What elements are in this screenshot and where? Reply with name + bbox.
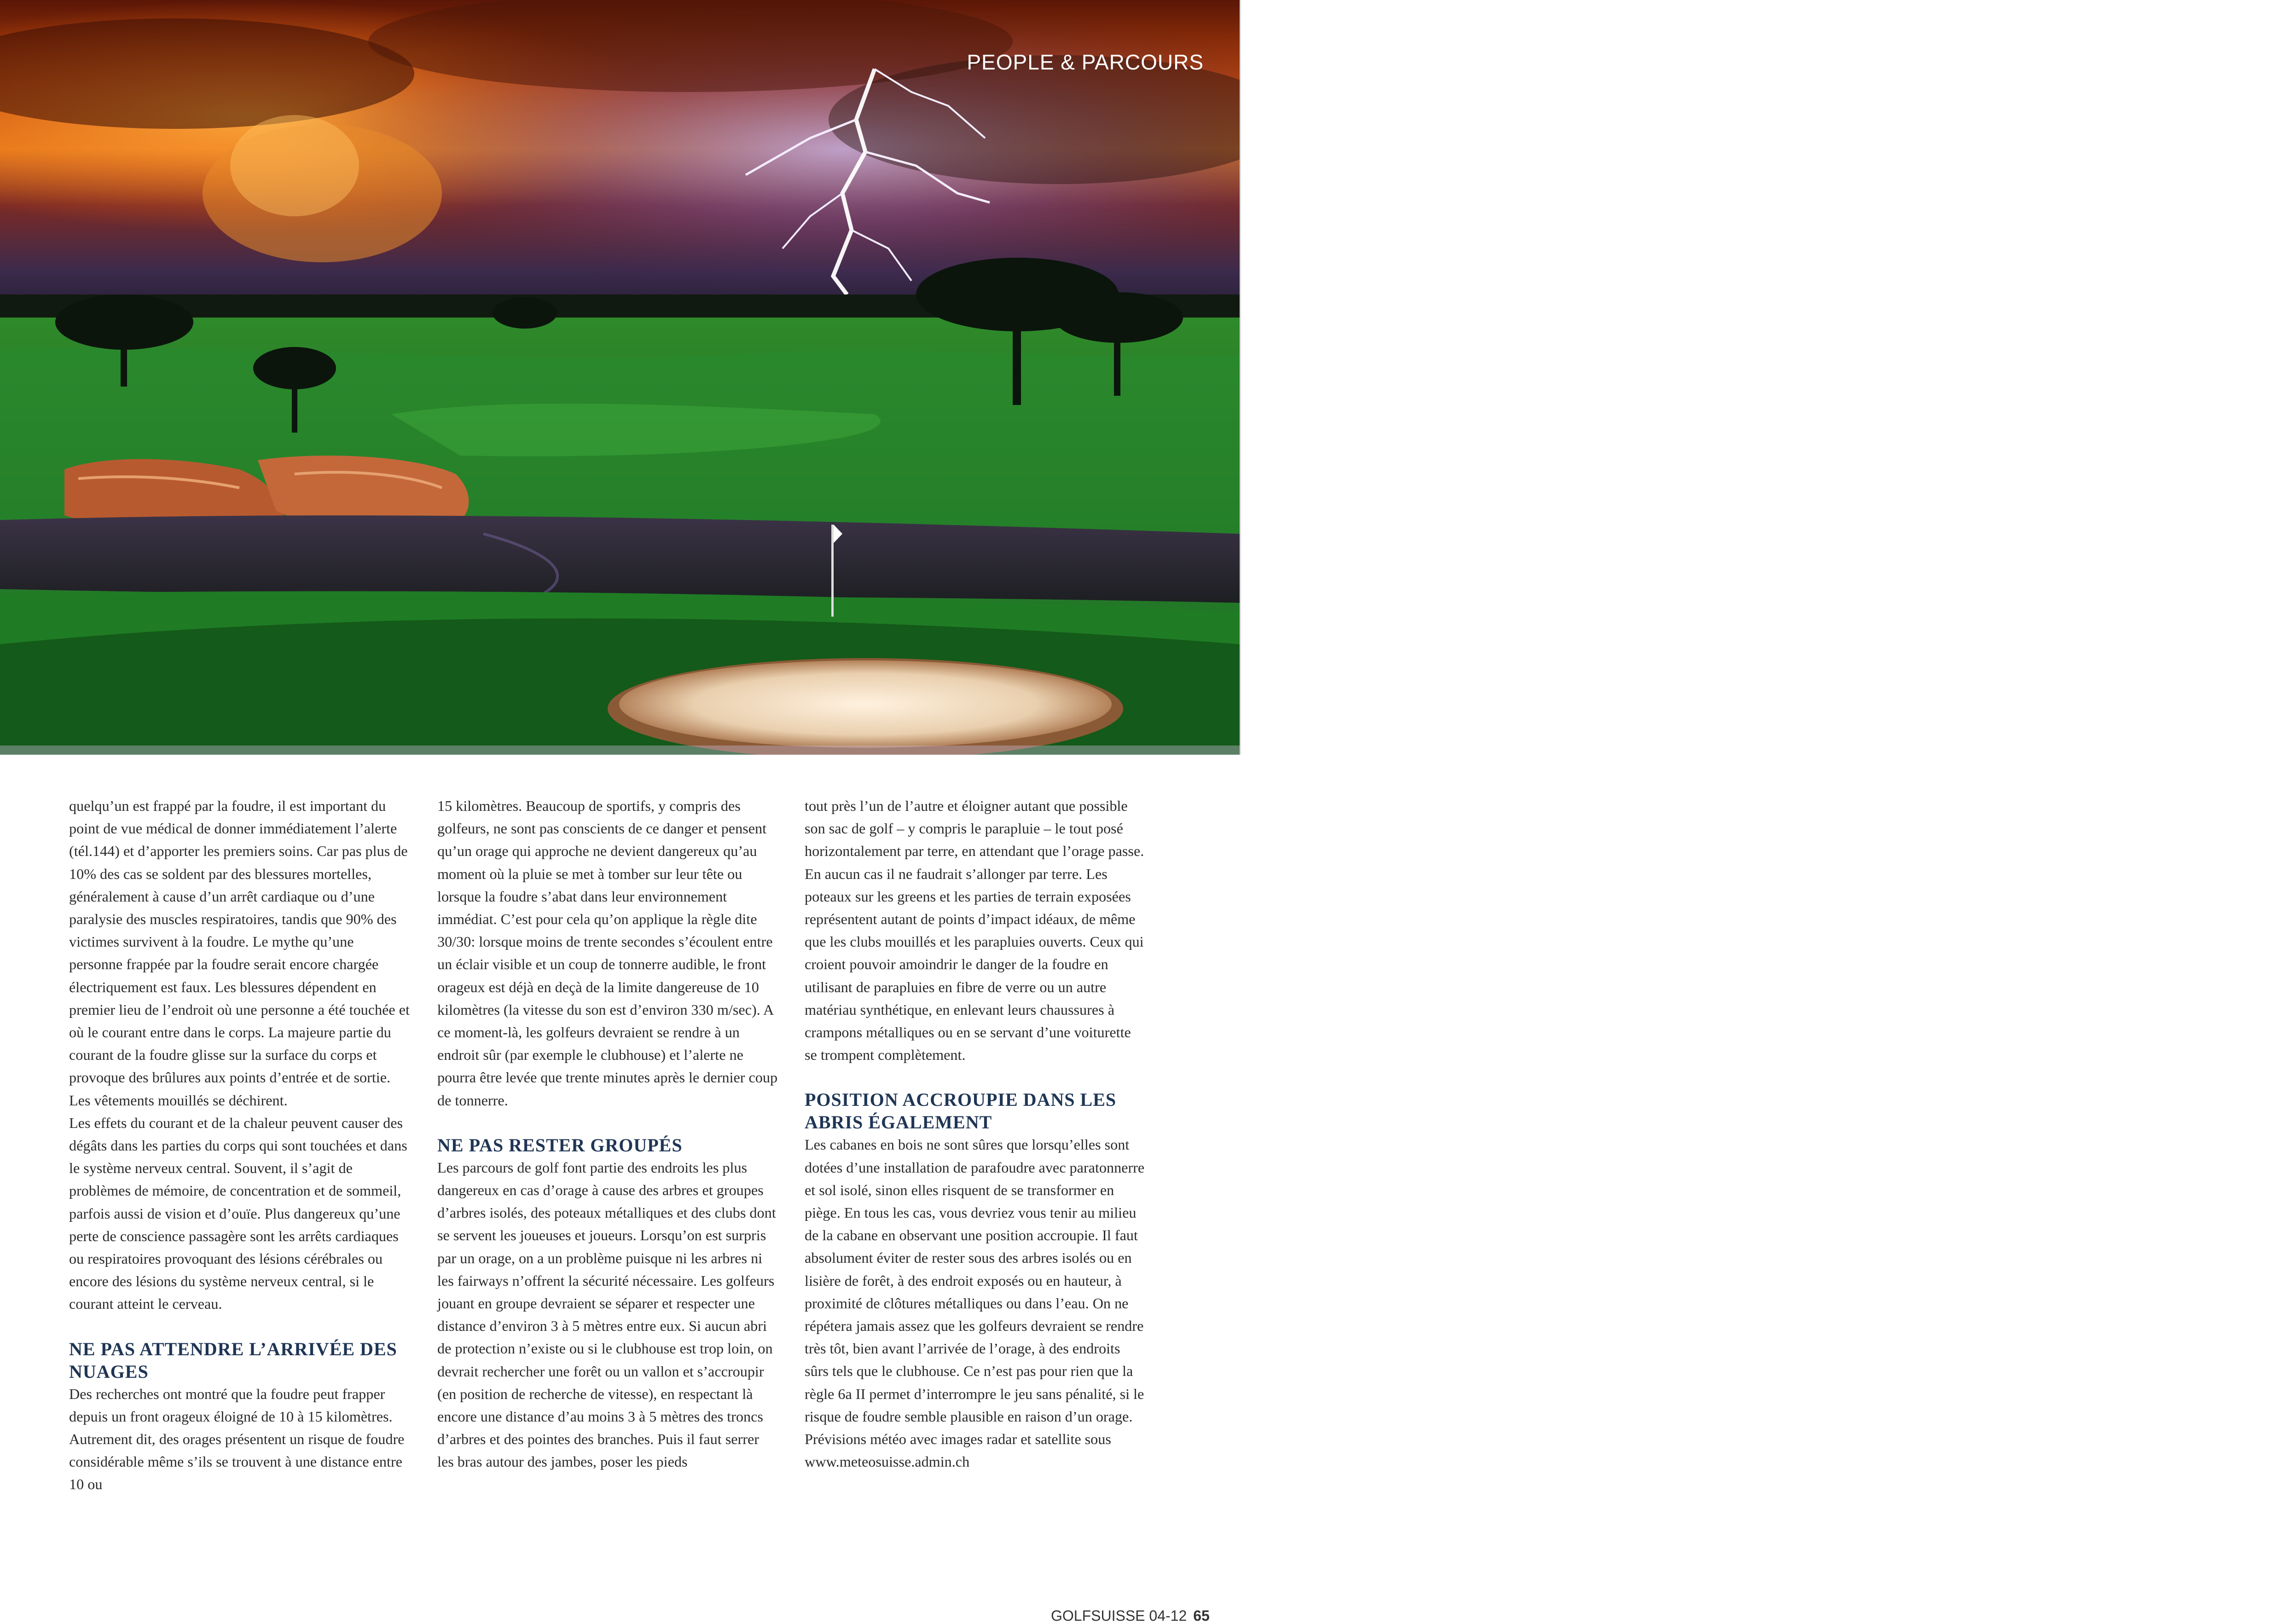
section-heading: NE PAS ATTENDRE L’ARRIVÉE DES NUAGES (69, 1338, 397, 1382)
publication-name: GOLFSUISSE 04-12 (1051, 1607, 1187, 1624)
body-paragraph: quelqu’un est frappé par la foudre, il est important du point de vue médical de donner immédiatement l’alerte (tél.144) et d’apporter les premiers soins. Car pas plus de 10% des cas se soldent par des blessures mortelles, généralement à cause d’un arrêt cardiaque ou d’une paralysie des muscles respiratoires, tandis que 90% des victimes survivent à la foudre. Le mythe qu’une personne frappée par la foudre serait encore chargée électriquement est faux. Les blessures dépendent en premier lieu de l’endroit où une personne a été touchée et où le courant entre dans le corps. La majeure partie du courant de la foudre glisse sur la surface du corps et provoque des brûlures aux points d’entrée et de sortie. Les vêtements mouillés se déchirent. (69, 798, 410, 1109)
section-label: PEOPLE & PARCOURS (967, 50, 1204, 74)
text-column-3 (805, 795, 1145, 1473)
page-number: 65 (1193, 1607, 1210, 1624)
body-paragraph: 15 kilomètres. Beaucoup de sportifs, y compris des golfeurs, ne sont pas conscients de ce danger et pensent qu’un orage qui approche ne devient dangereux qu’au moment où la pluie se met à tomber sur leur tête ou lorsque la foudre s’abat dans leur environnement immédiat. C’est pour cela qu’on applique la règle dite 30/30: lorsque moins de trente secondes s’écoulent entre un éclair visible et un coup de tonnerre audible, le front orageux est déjà en deçà de la limite dangereuse de 10 kilomètres (la vitesse du son est d’environ 330 m/sec). A ce moment-là, les golfeurs devraient se rendre à un endroit sûr (par exemple le clubhouse) et l’alerte ne pourra être levée que trente minutes après le dernier coup de tonnerre. (437, 798, 778, 1109)
body-paragraph: tout près l’un de l’autre et éloigner autant que possible son sac de golf – y compris le parapluie – le tout posé horizontalement par terre, en attendant que l’orage passe. (805, 798, 1144, 860)
body-paragraph: Des recherches ont montré que la foudre peut frapper depuis un front orageux éloigné de 10 à 15 kilomètres. Autrement dit, des orages présentent un risque de foudre considérable même s’ils se trouvent à une distance entre 10 ou (69, 1385, 405, 1493)
body-paragraph: Les parcours de golf font partie des endroits les plus dangereux en cas d’orage à cause des arbres et groupes d’arbres isolés, des poteaux métalliques et des clubs dont se servent les joueuses et joueurs. Lorsqu’on est surpris par un orage, on a un problème puisque ni les arbres ni les fairways n’offrent la sécurité nécessaire. Les golfeurs jouant en groupe devraient se séparer et respecter une distance d’environ 3 à 5 mètres entre eux. Si aucun abri de protection n’existe ou si le clubhouse est trop loin, on devrait rechercher une forêt ou un vallon et s’accroupir (en position de recherche de vitesse), en respectant là encore une distance d’au moins 3 à 5 mètres des troncs d’arbres et des pointes des branches. Puis il faut serrer les bras autour des jambes, poser les pieds (437, 1159, 776, 1470)
body-paragraph: En aucun cas il ne faudrait s’allonger par terre. Les poteaux sur les greens et les parties de terrain exposées représentent autant de points d’impact idéaux, de même que les clubs mouillés et les parapluies ouverts. Ceux qui croient pouvoir amoindrir le danger de la foudre en utilisant de parapluies en fibre de verre ou un autre matériau synthétique, en enlevant leurs chaussures à crampons métalliques ou en se servant d’une voiturette se trompent complètement. (805, 865, 1144, 1063)
text-column-1 (69, 795, 410, 1496)
text-column-2 (437, 795, 778, 1474)
section-heading: POSITION ACCROUPIE DANS LES ABRIS ÉGALEMENT (805, 1089, 1117, 1133)
body-paragraph: Les cabanes en bois ne sont sûres que lorsqu’elles sont dotées d’une installation de parafoudre avec paratonnerre et sol isolé, sinon elles risquent de se transformer en piège. En tous les cas, vous devriez vous tenir au milieu de la cabane en observant une position accroupie. Il faut absolument éviter de rester sous des arbres isolés ou en lisière de forêt, à des endroit exposés ou en hauteur, à proximité de clôtures métalliques ou dans l’eau. On ne répétera jamais assez que les golfeurs devraient se rendre très tôt, bien avant l’arrivée de l’orage, à des endroits sûrs tels que le clubhouse. Ce n’est pas pour rien que la règle 6a II permet d’interrompre le jeu sans pénalité, si le risque de foudre semble plausible en raison d’un orage. Prévisions météo avec images radar et satellite sous www.meteosuisse.admin.ch (805, 1136, 1145, 1470)
scan-edge-line (1240, 0, 1241, 755)
storm-golf-course-illustration (0, 0, 1240, 755)
section-heading: NE PAS RESTER GROUPÉS (437, 1134, 683, 1156)
page-footer (1051, 1607, 1210, 1624)
body-paragraph: Les effets du courant et de la chaleur peuvent causer des dégâts dans les parties du corps qui sont touchées et dans le système nerveux central. Souvent, il s’agit de problèmes de mémoire, de concentration et de sommeil, parfois aussi de vision et d’ouïe. Plus dangereux qu’une perte de conscience passagère sont les arrêts cardiaques ou respiratoires provoquant des lésions cérébrales ou encore des lésions du système nerveux central, si le courant atteint le cerveau. (69, 1114, 407, 1312)
hero-photo (0, 0, 1240, 755)
